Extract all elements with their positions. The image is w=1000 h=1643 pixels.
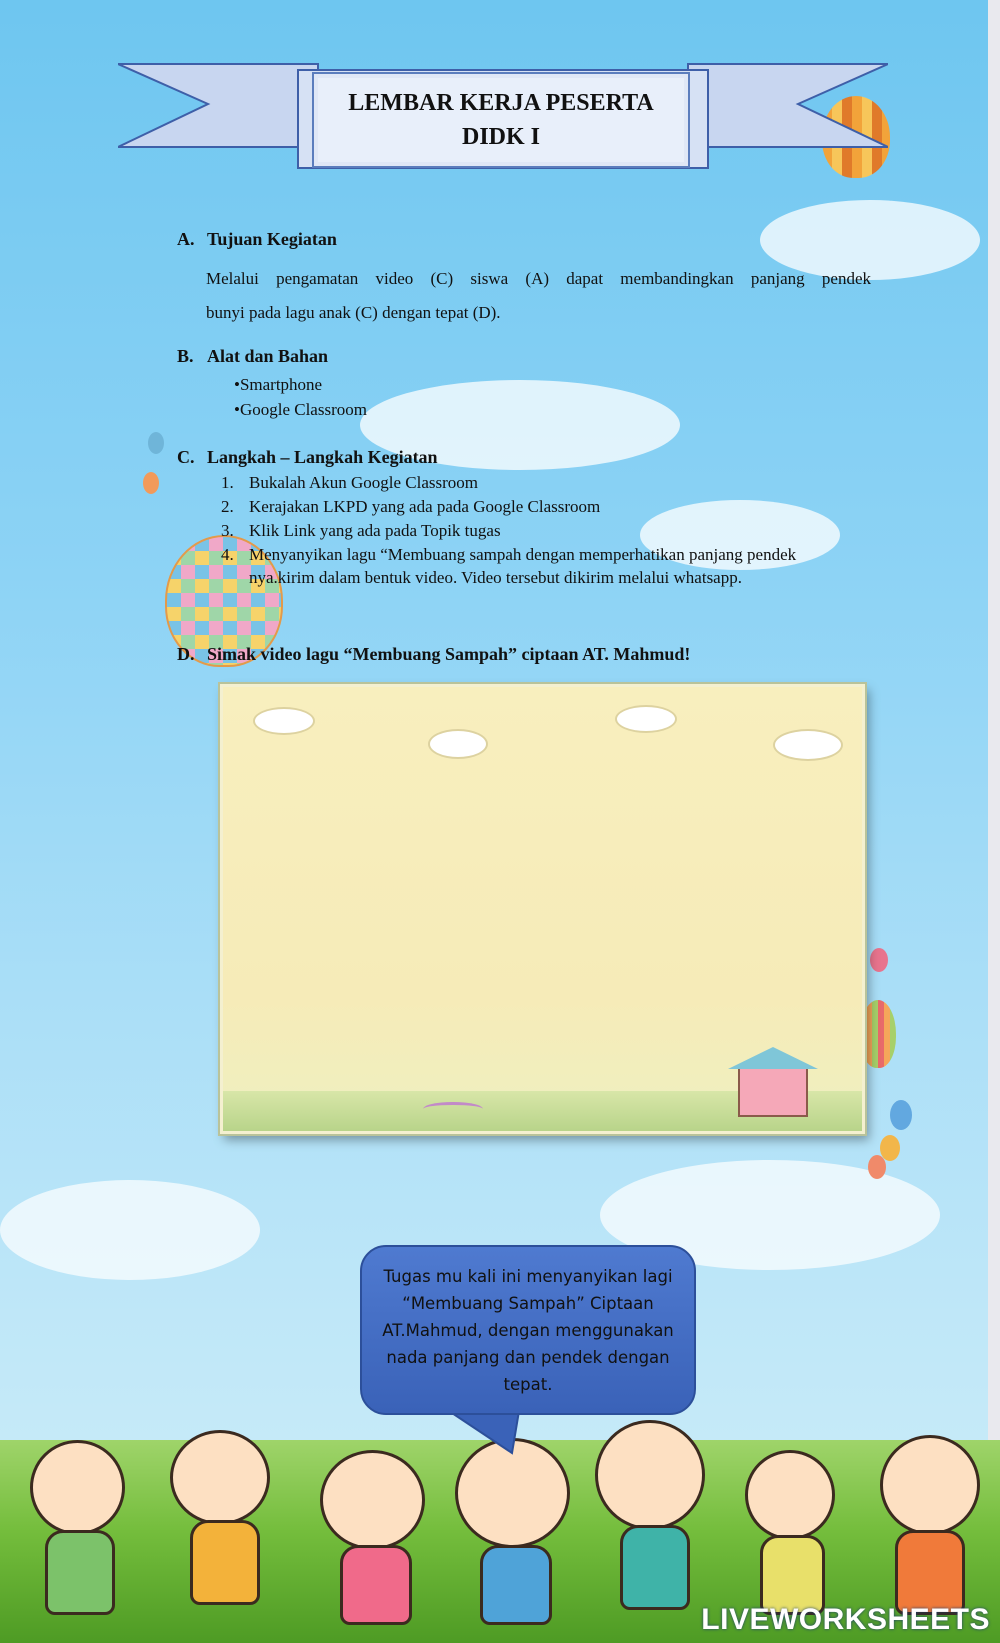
bubble-line: Tugas mu kali ini menyanyikan lagi	[383, 1266, 673, 1286]
bubble-line: nada panjang dan pendek dengan	[386, 1347, 670, 1367]
bubble-line: AT.Mahmud, dengan menggunakan	[382, 1320, 674, 1340]
child-illustration	[30, 1440, 125, 1535]
step-text: Klik Link yang ada pada Topik tugas	[249, 521, 501, 540]
liveworksheets-watermark[interactable]: LIVEWORKSHEETS	[701, 1603, 990, 1636]
bubble-line: tepat.	[503, 1374, 553, 1394]
hot-air-balloon	[860, 1000, 896, 1068]
section-letter: D.	[177, 644, 195, 664]
step-item	[221, 543, 796, 566]
cloud-icon	[615, 705, 677, 733]
title-line-1: LEMBAR KERJA PESERTA	[348, 90, 654, 116]
step-item	[221, 519, 501, 542]
title-box	[312, 72, 690, 168]
child-illustration	[480, 1545, 552, 1625]
tool-item	[234, 398, 367, 421]
house-roof-icon	[728, 1047, 818, 1069]
section-letter: C.	[177, 447, 195, 467]
step-item	[221, 495, 600, 518]
speech-bubble	[360, 1245, 696, 1415]
balloon	[868, 1155, 886, 1179]
step-text-continued: nya.kirim dalam bentuk video. Video tersebut dikirim melalui whatsapp.	[249, 568, 742, 587]
section-title: Simak video lagu “Membuang Sampah” ciptaan AT. Mahmud!	[207, 644, 691, 664]
step-text: Bukalah Akun Google Classroom	[249, 473, 479, 492]
title-line-2: DIDK I	[461, 124, 540, 150]
child-illustration	[45, 1530, 115, 1615]
bullet: •	[234, 400, 240, 419]
section-title: Alat dan Bahan	[207, 346, 329, 366]
step-number: 4.	[221, 545, 234, 564]
balloon	[890, 1100, 912, 1130]
step-number: 3.	[221, 521, 234, 540]
section-title: Tujuan Kegiatan	[207, 229, 337, 249]
balloon	[143, 472, 159, 494]
objective-line-1: Melalui pengamatan video (C) siswa (A) dapat membandingkan panjang pendek	[206, 269, 871, 288]
house-icon	[738, 1067, 808, 1117]
cloud	[0, 1180, 260, 1280]
balloon	[870, 948, 888, 972]
child-illustration	[190, 1520, 260, 1605]
child-illustration	[880, 1435, 980, 1535]
child-illustration	[620, 1525, 690, 1610]
section-c-heading	[177, 447, 438, 468]
child-illustration	[320, 1450, 425, 1550]
section-a-heading	[177, 229, 337, 250]
step-item	[221, 471, 478, 494]
section-d-heading	[177, 644, 690, 665]
balloon	[148, 432, 164, 454]
objective-line-2: bunyi pada lagu anak (C) dengan tepat (D).	[206, 303, 501, 322]
bubble-line: “Membuang Sampah” Ciptaan	[402, 1293, 654, 1313]
child-illustration	[595, 1420, 705, 1530]
child-illustration	[170, 1430, 270, 1525]
cloud-icon	[253, 707, 315, 735]
step-text: Kerajakan LKPD yang ada pada Google Classroom	[249, 497, 601, 516]
section-b-heading	[177, 346, 328, 367]
child-illustration	[340, 1545, 412, 1625]
tool-item-text: Smartphone	[239, 375, 323, 394]
section-title: Langkah – Langkah Kegiatan	[207, 447, 438, 467]
step-text: Menyanyikan lagu “Membuang sampah dengan memperhatikan panjang pendek	[249, 545, 797, 564]
cloud-icon	[773, 729, 843, 761]
cloud-icon	[428, 729, 488, 759]
bullet: •	[234, 375, 240, 394]
section-letter: B.	[177, 346, 194, 366]
bubble-text	[382, 1263, 674, 1398]
tool-item-text: Google Classroom	[239, 400, 367, 419]
section-letter: A.	[177, 229, 195, 249]
tool-item	[234, 373, 322, 396]
step-number: 1.	[221, 473, 234, 492]
page-edge	[988, 0, 1000, 1643]
child-illustration	[745, 1450, 835, 1540]
step-number: 2.	[221, 497, 234, 516]
bridge-icon	[423, 1102, 483, 1116]
video-frame[interactable]	[220, 684, 865, 1134]
